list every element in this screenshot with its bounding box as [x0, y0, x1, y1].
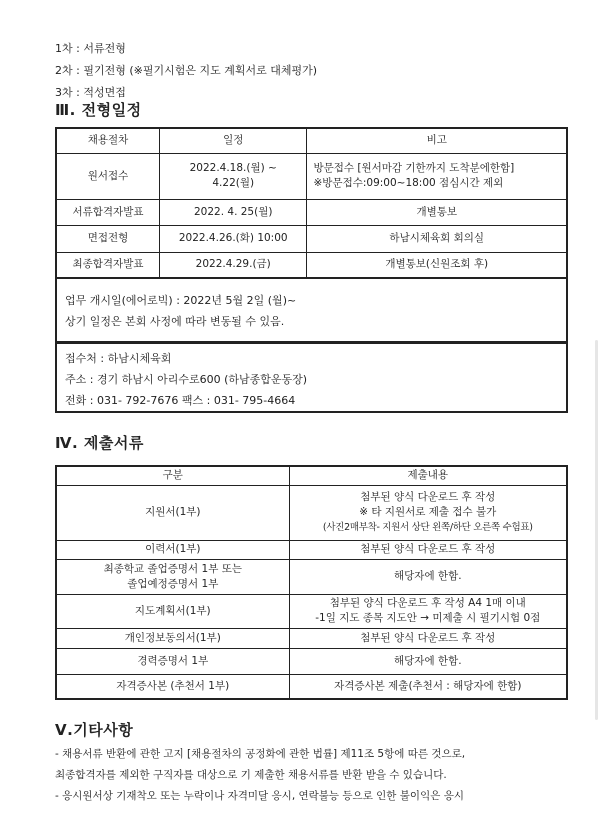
stage-2: 2차 : 필기전형 (※필기시험은 지도 계획서로 대체평가)	[55, 64, 318, 77]
date-cell: 2022. 4. 25(월)	[159, 199, 307, 225]
doc-cell: 개인정보동의서(1부)	[56, 628, 289, 648]
contact-box	[55, 343, 568, 413]
step-cell: 면접전형	[56, 225, 159, 252]
table-row	[56, 674, 567, 699]
header-cell: 구분	[56, 466, 289, 485]
date-cell	[159, 153, 307, 199]
header-cell: 채용절차	[56, 128, 159, 153]
doc-cell	[56, 559, 289, 594]
doc-line: 최종학교 졸업증명서 1부 또는	[103, 562, 242, 575]
note-cell: 하남시체육회 회의실	[307, 225, 567, 252]
header-cell: 일정	[159, 128, 307, 153]
scrollbar[interactable]	[595, 340, 598, 720]
content-line: 첨부된 양식 다운로드 후 작성 A4 1매 이내	[329, 597, 526, 609]
content-line: 첨부된 양식 다운로드 후 작성	[360, 491, 496, 503]
table-row	[56, 153, 567, 199]
contact-address: 주소 : 경기 하남시 아리수로600 (하남종합운동장)	[65, 373, 308, 386]
table-row	[56, 648, 567, 674]
note-cell: 개별통보(신원조회 후)	[307, 252, 567, 278]
content-line: -1일 지도 종목 지도안 → 미제출 시 필기시험 0점	[315, 612, 541, 624]
content-line: ※ 타 지원서로 제출 접수 불가	[359, 506, 497, 518]
table-header-row	[56, 128, 567, 153]
notice-text-line: - 응시원서상 기재착오 또는 누락이나 자격미달 응시, 연락불능 등으로 인한 불이익은 응시	[55, 790, 464, 802]
date-line: 2022.4.18.(월) ~	[189, 162, 277, 174]
content-cell: 첨부된 양식 다운로드 후 작성	[289, 628, 567, 648]
documents-table	[55, 465, 568, 700]
section3-title: Ⅲ. 전형일정	[55, 101, 142, 119]
doc-cell: 지도계획서(1부)	[56, 594, 289, 628]
content-line: (사진2매부착- 지원서 상단 왼쪽/하단 오른쪽 수험표)	[322, 522, 533, 533]
table-row	[56, 594, 567, 628]
notice-text-line: 최종합격자를 제외한 구직자를 대상으로 기 제출한 채용서류를 반환 받을 수 있습니다.	[55, 769, 447, 781]
doc-cell: 자격증사본 (추천서 1부)	[56, 674, 289, 699]
table-row	[56, 559, 567, 594]
step-cell: 최종합격자발표	[56, 252, 159, 278]
doc-cell: 지원서(1부)	[56, 485, 289, 540]
content-cell: 첨부된 양식 다운로드 후 작성	[289, 540, 567, 559]
date-cell: 2022.4.29.(금)	[159, 252, 307, 278]
table-row	[56, 628, 567, 648]
date-line: 4.22(월)	[212, 177, 255, 189]
date-cell: 2022.4.26.(화) 10:00	[159, 225, 307, 252]
note-line: 방문접수 [원서마감 기한까지 도착분에한함]	[313, 162, 515, 174]
content-cell: 자격증사본 제출(추천서 : 해당자에 한함)	[289, 674, 567, 699]
doc-line: 졸업예정증명서 1부	[127, 577, 219, 590]
contact-place: 접수처 : 하남시체육회	[65, 352, 172, 365]
content-cell: 해당자에 한함.	[289, 559, 567, 594]
doc-cell: 경력증명서 1부	[56, 648, 289, 674]
step-cell: 원서접수	[56, 153, 159, 199]
contact-phone: 전화 : 031- 792-7676 팩스 : 031- 795-4664	[65, 394, 296, 407]
notice-text-line: - 채용서류 반환에 관한 고지 [채용절차의 공정화에 관한 법률] 제11조 5항에 따른 것으로,	[55, 748, 466, 760]
header-cell: 비고	[307, 128, 567, 153]
header-cell: 제출내용	[289, 466, 567, 485]
note-cell: 개별통보	[307, 199, 567, 225]
notice-box	[55, 279, 568, 343]
stage-1: 1차 : 서류전형	[55, 42, 126, 55]
notice-line: 업무 개시일(에어로빅) : 2022년 5월 2일 (월)~	[65, 294, 297, 307]
section5-title: Ⅴ.기타사항	[55, 721, 134, 739]
table-row	[56, 225, 567, 252]
note-cell	[307, 153, 567, 199]
stage-3: 3차 : 적성면접	[55, 86, 126, 99]
table-row	[56, 540, 567, 559]
step-cell: 서류합격자발표	[56, 199, 159, 225]
table-header-row	[56, 466, 567, 485]
content-cell	[289, 485, 567, 540]
table-row	[56, 252, 567, 278]
content-cell	[289, 594, 567, 628]
notice-line: 상기 일정은 본회 사정에 따라 변동될 수 있음.	[65, 315, 285, 328]
content-cell: 해당자에 한함.	[289, 648, 567, 674]
schedule-table	[55, 127, 568, 279]
section4-title: Ⅳ. 제출서류	[55, 434, 144, 452]
table-row	[56, 199, 567, 225]
doc-cell: 이력서(1부)	[56, 540, 289, 559]
note-line: ※방문접수:09:00~18:00 점심시간 제외	[313, 177, 504, 189]
table-row	[56, 485, 567, 540]
